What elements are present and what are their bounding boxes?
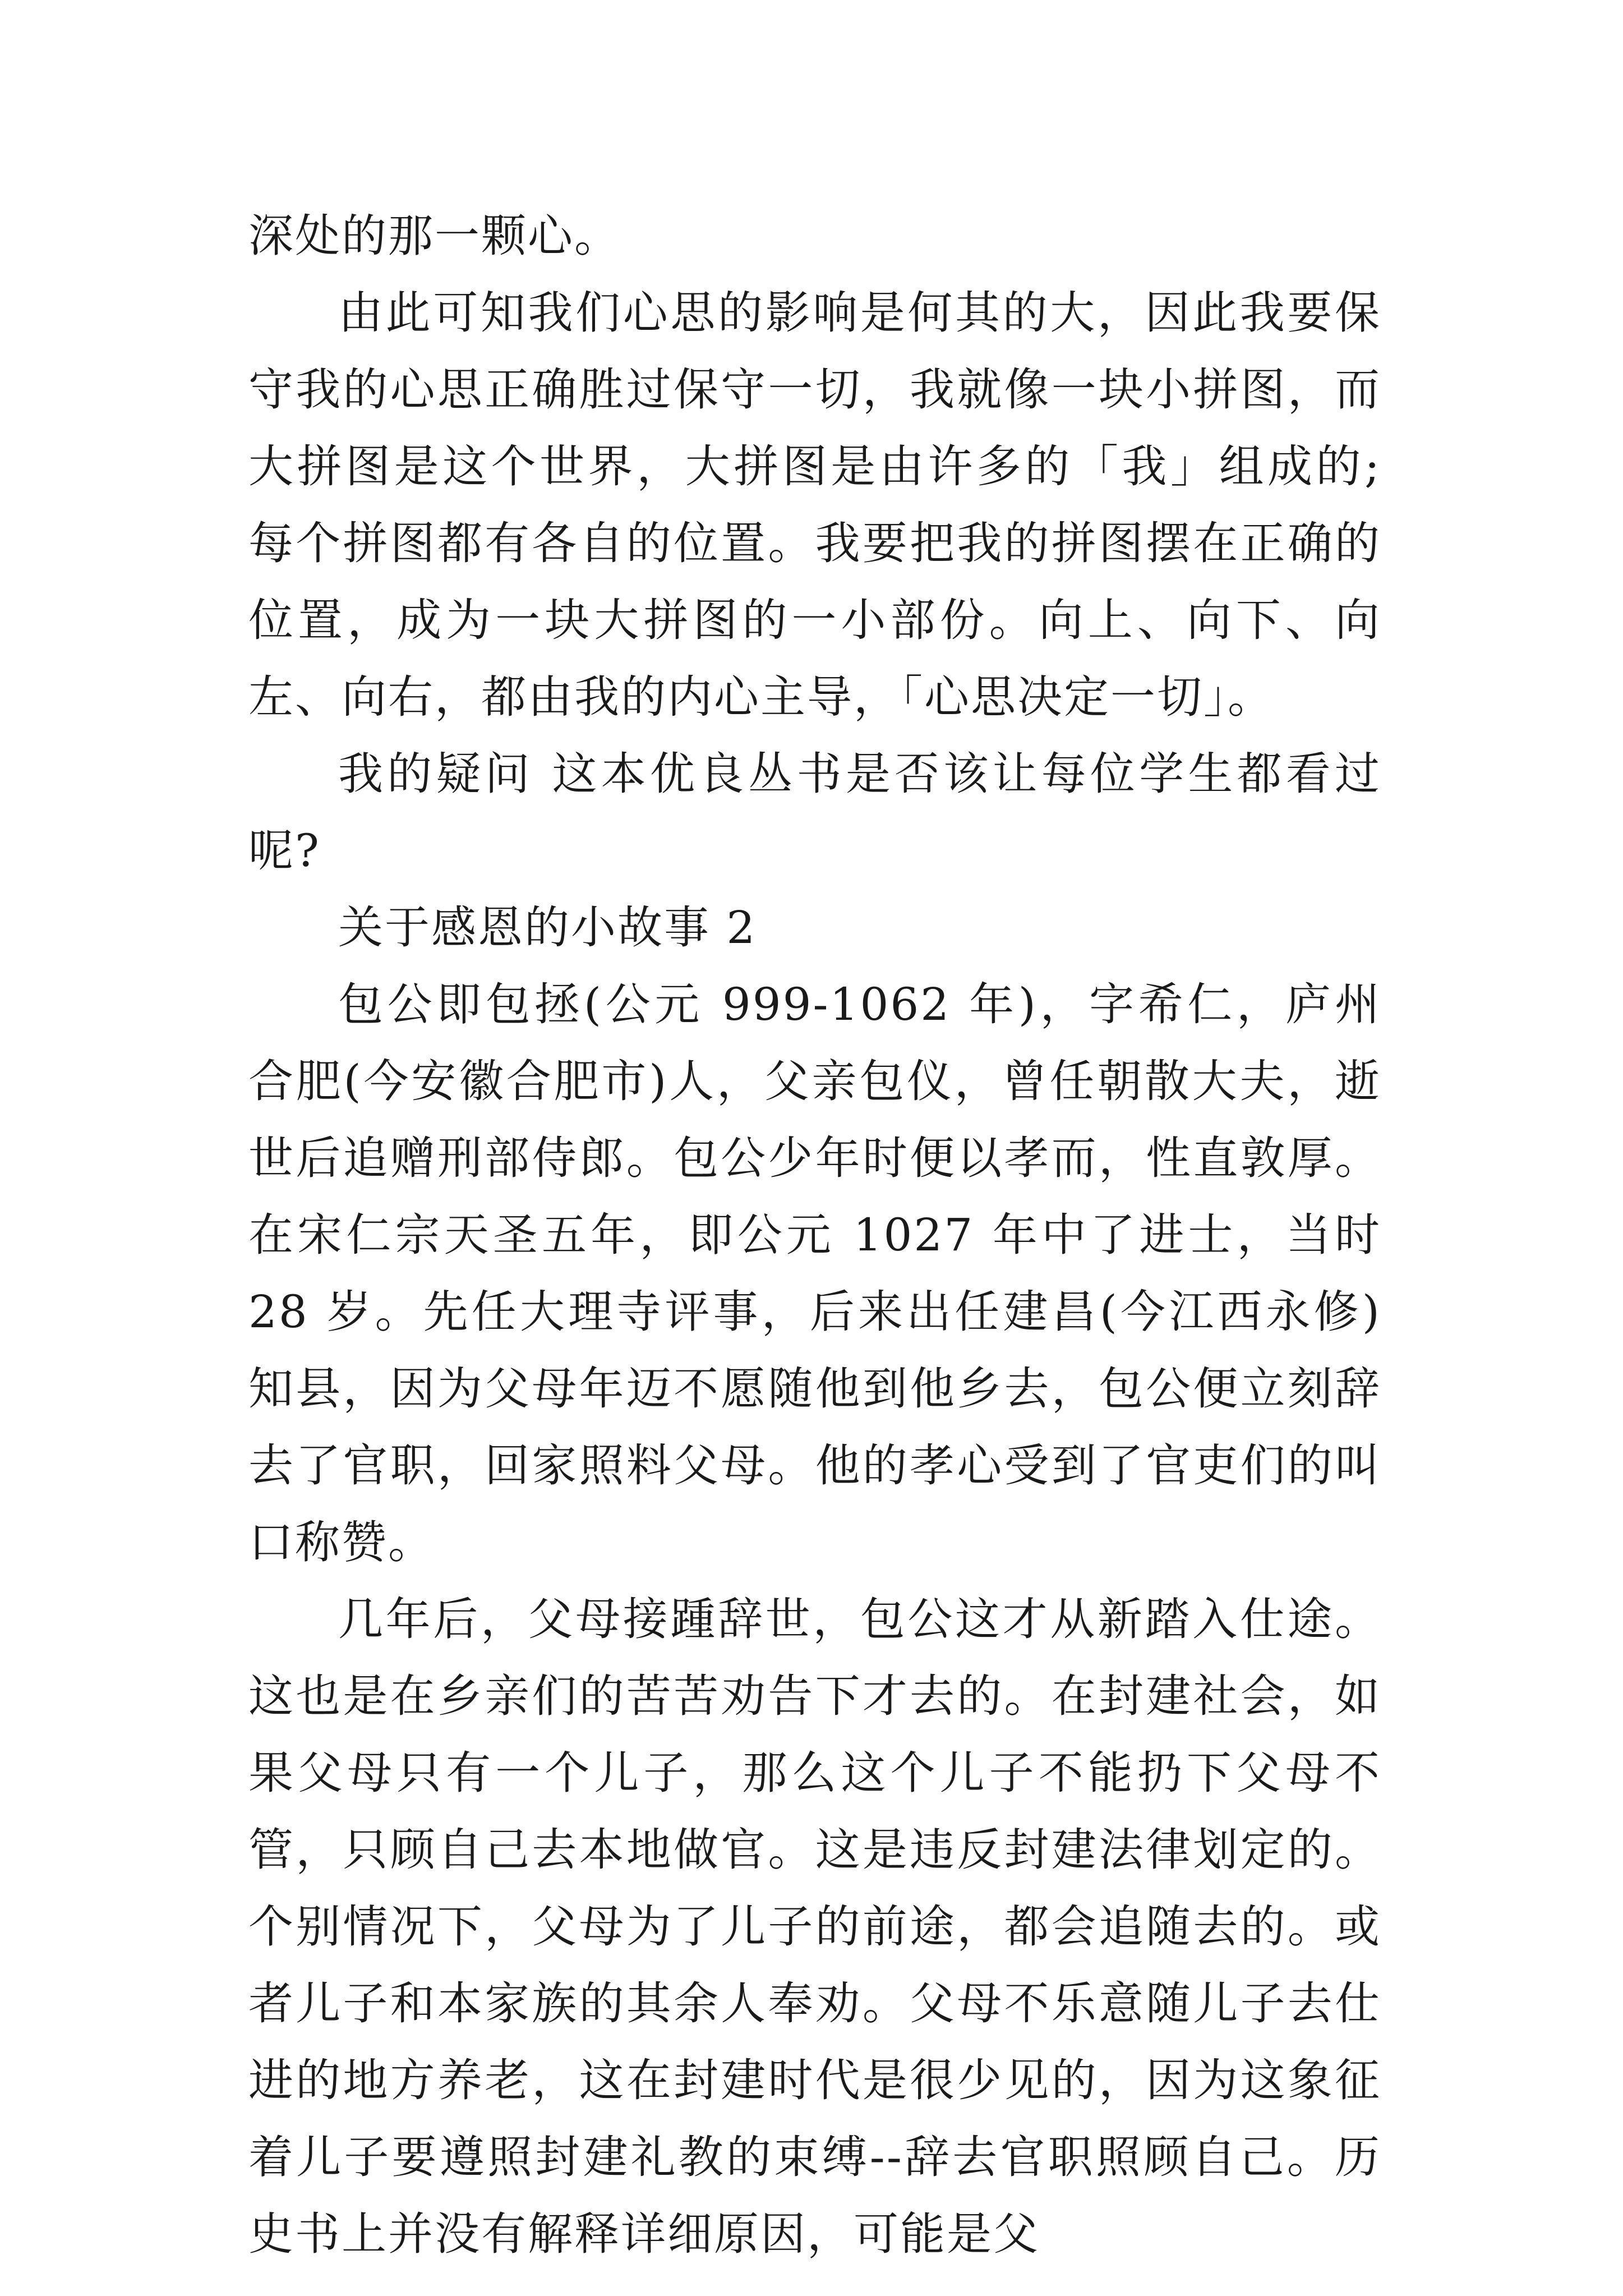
paragraph-bao-gong-return: 几年后，父母接踵辞世，包公这才从新踏入仕途。这也是在乡亲们的苦苦劝告下才去的。在封建社会，如果父母只有一个儿子，那么这个儿子不能扔下父母不管，只顾自己去本地做官。这是违反封建法律划定的。个别情况下，父母为了儿子的前途，都会追随去的。或者儿子和本家族的其余人奉劝。父母不乐意随儿子去仕进的地方养老，这在封建时代是很少见的，因为这象征着儿子要遵照封建礼教的束缚--辞去官职照顾自己。历史书上并没有解释详细原因，可能是父 bbox=[248, 1593, 1381, 2260]
section-heading: 关于感恩的小故事 2 bbox=[338, 901, 757, 954]
paragraph-puzzle-reflection: 由此可知我们心思的影响是何其的大，因此我要保守我的心思正确胜过保守一切，我就像一块小拼图，而大拼图是这个世界，大拼图是由许多的「我」组成的;每个拼图都有各自的位置。我要把我的拼图摆在正确的位置，成为一块大拼图的一小部份。向上、向下、向左、向右，都由我的内心主导，「心思决定一切」。 bbox=[248, 287, 1381, 723]
document-body bbox=[248, 197, 1381, 2272]
paragraph-bao-gong-intro: 包公即包拯(公元 999-1062 年)，字希仁，庐州合肥(今安徽合肥市)人，父亲包仪，曾任朝散大夫，逝世后追赠刑部侍郎。包公少年时便以孝而，性直敦厚。在宋仁宗天圣五年，即公元 1027 年中了进士，当时 28 岁。先任大理寺评事，后来出任建昌(今江西永修)知县，因为父母年迈不愿随他到他乡去，包公便立刻辞去了官职，回家照料父母。他的孝心受到了官吏们的叫口称赞。 bbox=[248, 978, 1381, 1568]
paragraph-question: 我的疑问 这本优良丛书是否该让每位学生都看过呢? bbox=[248, 748, 1381, 877]
paragraph-continuation: 深处的那一颗心。 bbox=[248, 210, 621, 262]
